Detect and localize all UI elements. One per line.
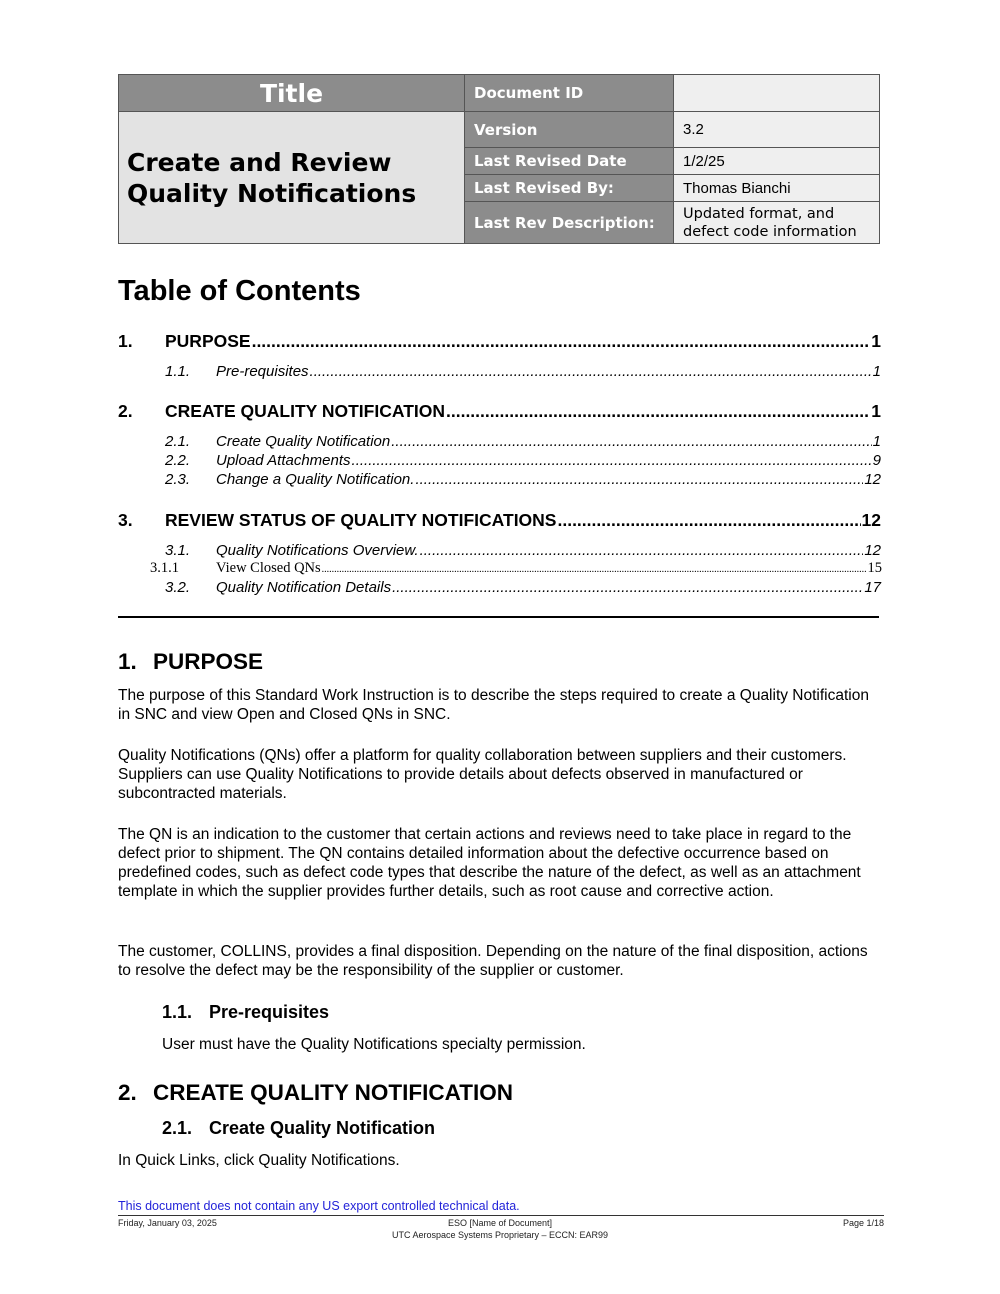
section-title: PURPOSE — [153, 649, 264, 674]
toc-entry-number: 1. — [118, 331, 133, 351]
title-label: Title — [119, 75, 465, 112]
toc-entry-page: 1 — [871, 401, 881, 421]
toc-dot-leader — [391, 433, 871, 450]
toc-entry-text: Quality Notifications Overview. — [216, 542, 419, 559]
section-number: 2. — [118, 1080, 137, 1105]
toc-entry-text: Create Quality Notification — [216, 433, 391, 450]
section-heading-create-qn — [118, 1080, 513, 1106]
last-revised-by-label: Last Revised By: — [465, 175, 674, 202]
document-id-label: Document ID — [465, 75, 674, 112]
toc-entry-upload-attachments[interactable] — [118, 452, 881, 469]
toc-entry-page: 12 — [864, 471, 881, 488]
toc-entry-qn-overview[interactable] — [118, 542, 881, 559]
footer-proprietary-notice: UTC Aerospace Systems Proprietary – ECCN: EAR99 — [391, 1230, 609, 1240]
last-rev-description-line1: Updated format, and — [683, 205, 835, 222]
toc-divider — [118, 616, 879, 618]
toc-entry-text: Change a Quality Notification. — [216, 471, 415, 488]
toc-entry-number: 2. — [118, 401, 133, 421]
document-id-value — [674, 75, 880, 112]
toc-entry-page: 9 — [872, 452, 881, 469]
subsection-title: Create Quality Notification — [209, 1118, 436, 1138]
toc-entry-number: 2.1. — [165, 433, 191, 450]
toc-dot-leader — [446, 401, 870, 422]
subsection-number: 1.1. — [162, 1002, 193, 1022]
toc-dot-leader — [252, 331, 871, 352]
footer-divider — [118, 1215, 884, 1216]
toc-dot-leader — [322, 564, 867, 575]
footer-date: Friday, January 03, 2025 — [118, 1218, 217, 1228]
footer-document-name: ESO [Name of Document] — [447, 1218, 553, 1228]
export-control-notice: This document does not contain any US export controlled technical data. — [118, 1199, 520, 1213]
last-revised-date-value: 1/2/25 — [674, 148, 880, 175]
toc-entry-page: 15 — [867, 560, 882, 576]
toc-dot-leader — [415, 471, 863, 488]
toc-entry-text: PURPOSE — [165, 331, 251, 351]
prerequisites-paragraph: User must have the Quality Notifications specialty permission. — [162, 1036, 586, 1053]
toc-entry-page: 1 — [871, 331, 881, 351]
toc-entry-page: 1 — [872, 363, 881, 380]
document-title-line2: Quality Notifications — [127, 178, 417, 208]
last-rev-description-label: Last Rev Description: — [465, 202, 674, 244]
toc-entry-number: 3.1.1 — [150, 560, 179, 576]
subsection-title: Pre-requisites — [209, 1002, 330, 1022]
toc-entry-text: Upload Attachments — [216, 452, 351, 469]
document-title — [119, 112, 465, 244]
toc-entry-purpose[interactable] — [118, 331, 881, 352]
version-value: 3.2 — [674, 112, 880, 148]
toc-entry-review-status[interactable] — [118, 510, 881, 531]
toc-entry-change-qn[interactable] — [118, 471, 881, 488]
last-rev-description-value — [674, 202, 880, 244]
toc-entry-text: REVIEW STATUS OF QUALITY NOTIFICATIONS — [165, 510, 557, 530]
create-qn-paragraph: In Quick Links, click Quality Notifications. — [118, 1152, 400, 1169]
last-revised-date-label: Last Revised Date — [465, 148, 674, 175]
toc-dot-leader — [557, 510, 860, 531]
purpose-paragraph-1: The purpose of this Standard Work Instruction is to describe the steps required to create a Quality Notification in SNC and view Open and Closed QNs in SNC. — [118, 687, 869, 723]
toc-dot-leader — [310, 363, 872, 380]
document-header-table — [118, 74, 880, 244]
toc-entry-number: 3.2. — [165, 579, 191, 596]
section-heading-purpose — [118, 649, 263, 675]
toc-entry-text: View Closed QNs — [216, 560, 321, 576]
toc-entry-page: 12 — [864, 542, 881, 559]
toc-entry-page: 17 — [864, 579, 881, 596]
toc-dot-leader — [352, 452, 872, 469]
toc-dot-leader — [420, 542, 864, 559]
toc-entry-text: CREATE QUALITY NOTIFICATION — [165, 401, 445, 421]
toc-entry-text: Quality Notification Details — [216, 579, 392, 596]
toc-entry-number: 3. — [118, 510, 133, 530]
toc-entry-page: 1 — [872, 433, 881, 450]
document-title-line1: Create and Review — [127, 147, 392, 177]
toc-entry-number: 2.3. — [165, 471, 191, 488]
purpose-paragraph-4: The customer, COLLINS, provides a final disposition. Depending on the nature of the final disposition, actions to resolve the defect may be the responsibility of the supplier or customer. — [118, 943, 868, 979]
last-revised-by-value: Thomas Bianchi — [674, 175, 880, 202]
toc-entry-number: 1.1. — [165, 363, 191, 380]
toc-entry-view-closed-qns[interactable] — [150, 560, 882, 577]
purpose-paragraph-3: The QN is an indication to the customer that certain actions and reviews need to take place in regard to the defect prior to shipment. The QN contains detailed information about the defective occurrence based on predefined codes, such as defect code types that describe the nature of the defect, as well as an attachment template in which the supplier provides further details, such as root cause and corrective action. — [118, 826, 861, 900]
toc-entry-text: Pre-requisites — [216, 363, 309, 380]
subsection-heading-create-quality-notification — [162, 1118, 435, 1139]
section-number: 1. — [118, 649, 137, 674]
toc-entry-qn-details[interactable] — [118, 579, 881, 596]
section-title: CREATE QUALITY NOTIFICATION — [153, 1080, 513, 1105]
footer-page-number: Page 1/18 — [842, 1218, 884, 1228]
toc-entry-number: 2.2. — [165, 452, 191, 469]
purpose-paragraph-2: Quality Notifications (QNs) offer a platform for quality collaboration between suppliers and their customers. Suppliers can use Quality Notifications to provide details about defects observed in manufactured or subcontracted materials. — [118, 747, 847, 802]
toc-entry-create-qn[interactable] — [118, 401, 881, 422]
toc-entry-number: 3.1. — [165, 542, 191, 559]
toc-entry-prerequisites[interactable] — [118, 363, 881, 380]
version-label: Version — [465, 112, 674, 148]
toc-entry-create-quality-notification[interactable] — [118, 433, 881, 450]
toc-entry-page: 12 — [861, 510, 881, 530]
last-rev-description-line2: defect code information — [683, 223, 857, 240]
subsection-heading-prerequisites — [162, 1002, 329, 1023]
subsection-number: 2.1. — [162, 1118, 193, 1138]
toc-dot-leader — [392, 579, 863, 596]
toc-title: Table of Contents — [118, 275, 361, 307]
